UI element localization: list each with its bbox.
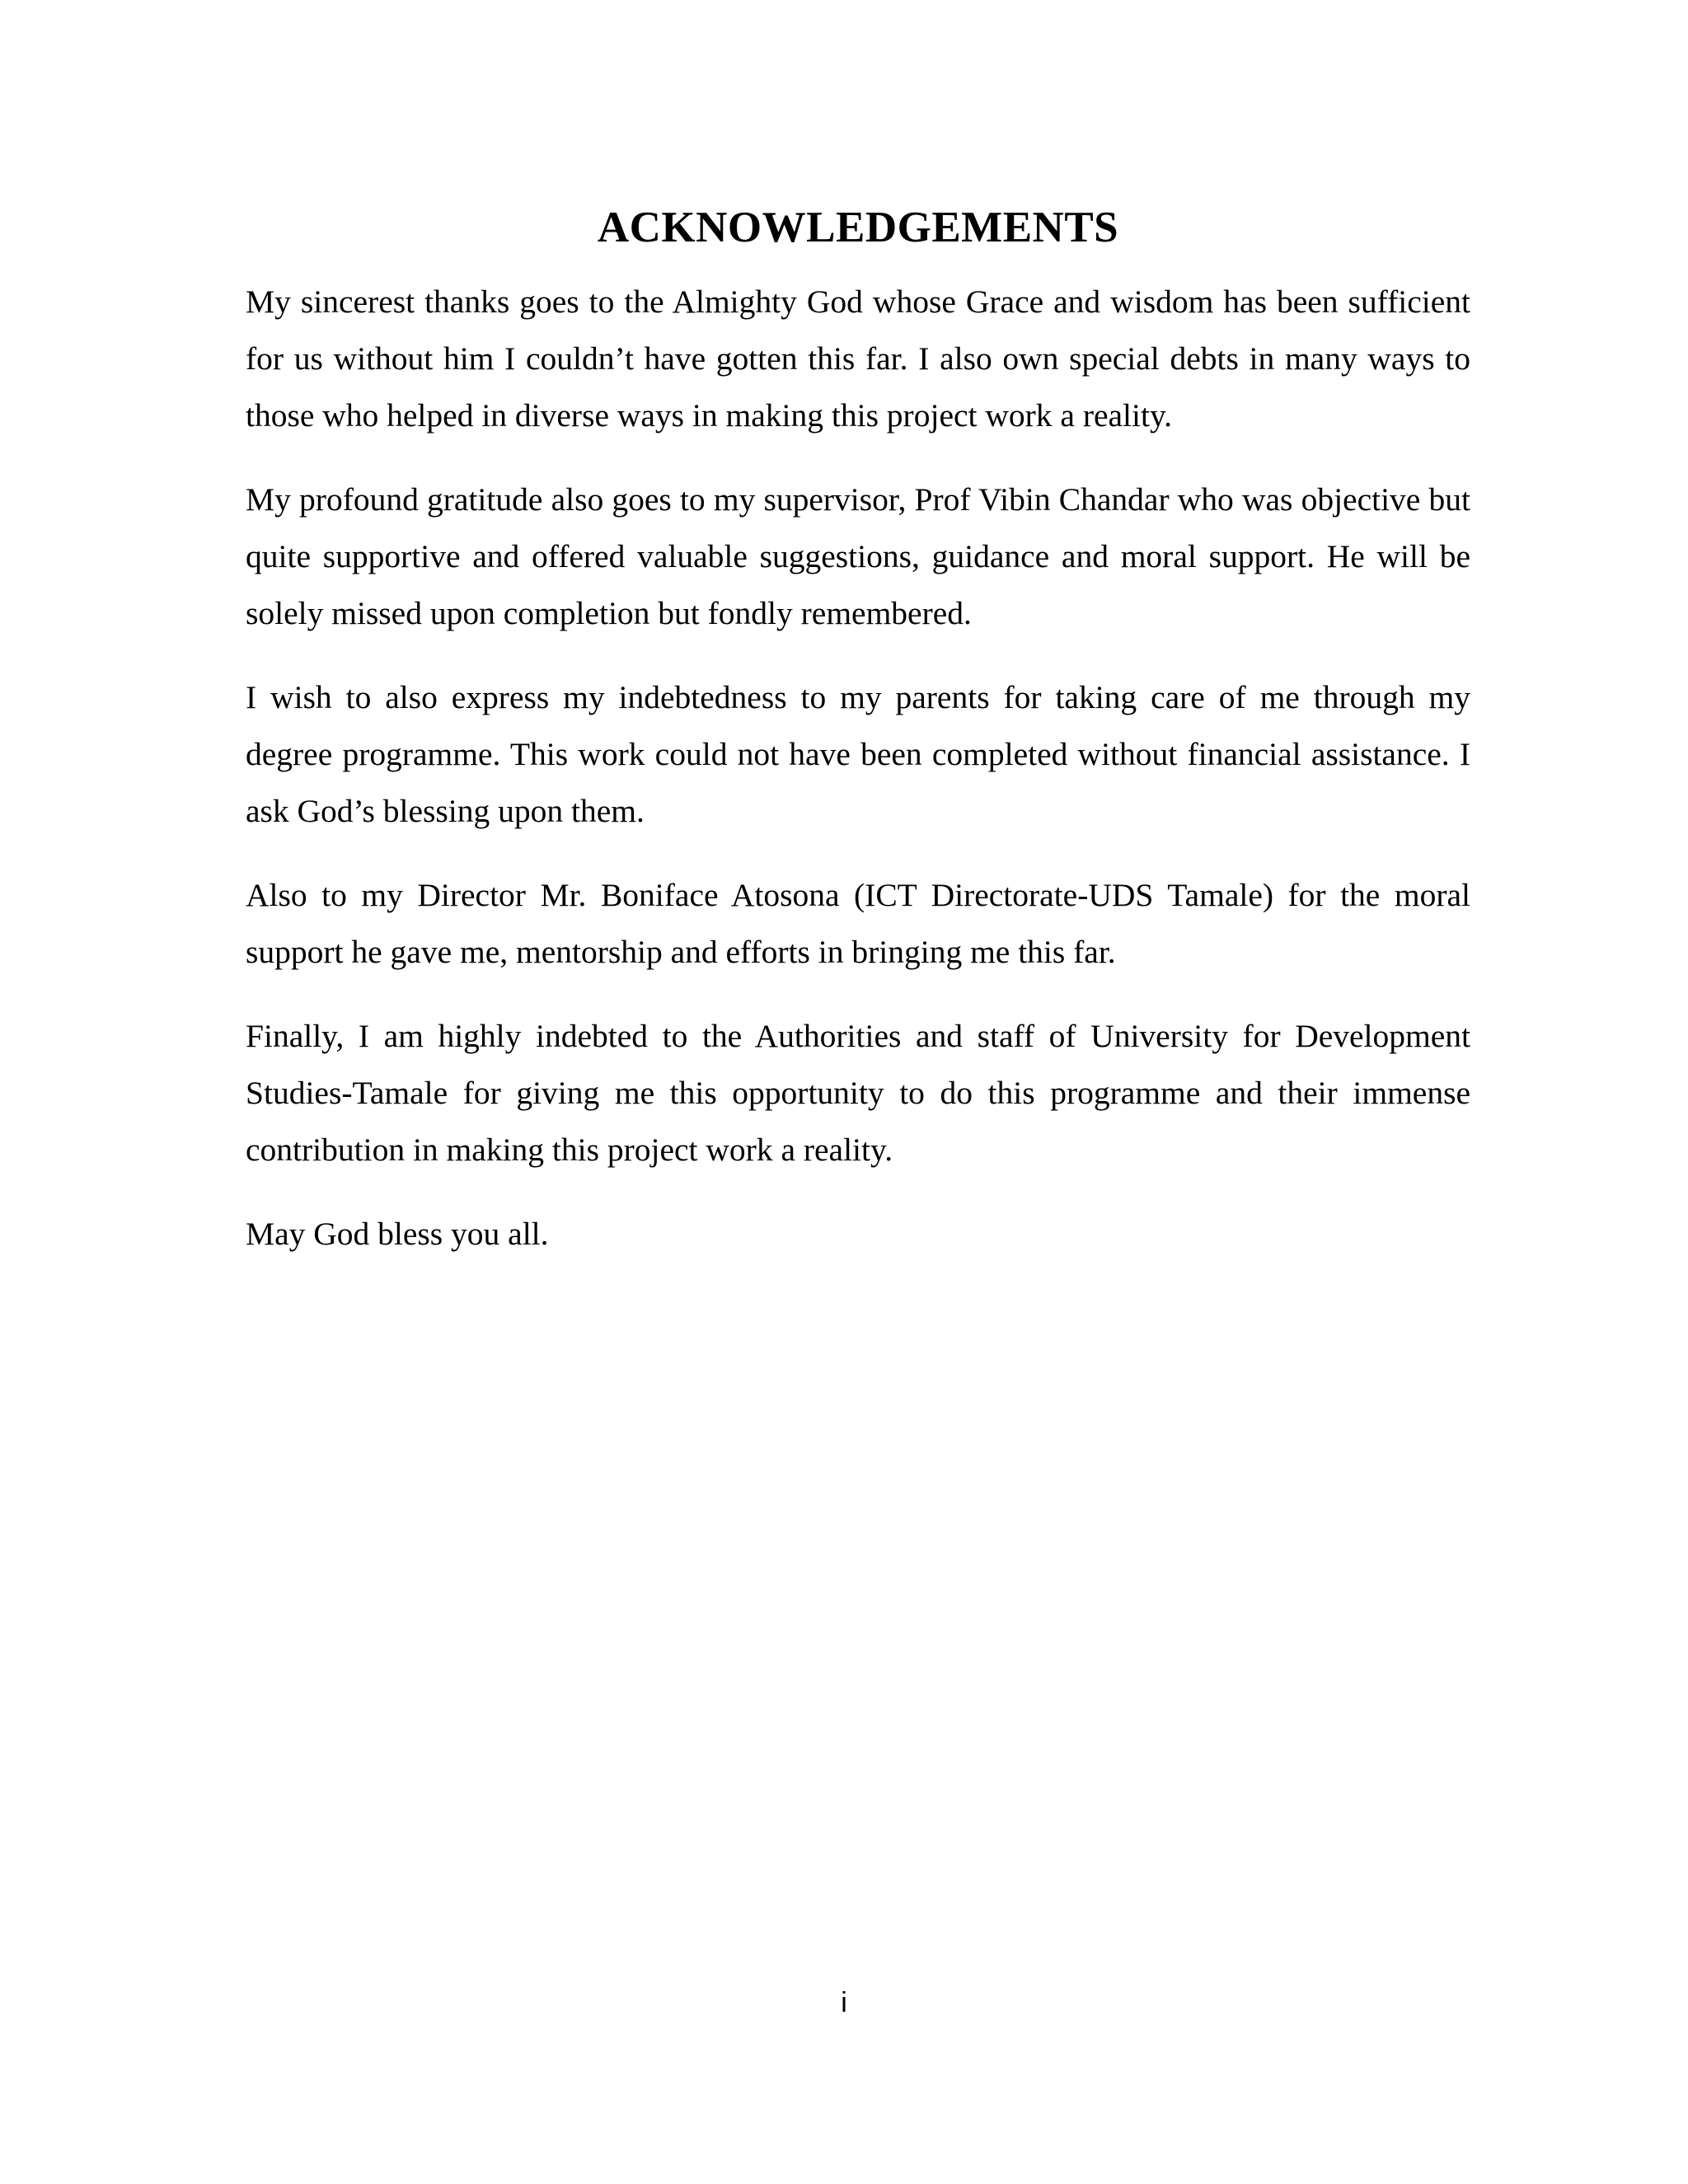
page-title: ACKNOWLEDGEMENTS [597, 204, 1119, 251]
paragraph-director: Also to my Director Mr. Boniface Atosona (ICT Directorate-UDS Tamale) for the moral support he gave me, mentorship and efforts in bringing me this far. [246, 877, 1470, 970]
paragraph-closing: May God bless you all. [246, 1216, 549, 1252]
page-number: i [841, 1987, 847, 2018]
page-content [246, 198, 1470, 1290]
paragraph-university: Finally, I am highly indebted to the Authorities and staff of University for Development Studies-Tamale for giving me this opportunity to do this programme and their immense contribution in making this project work a reality. [246, 1018, 1470, 1168]
paragraph-parents: I wish to also express my indebtedness to my parents for taking care of me through my degree programme. This work could not have been completed without financial assistance. I ask God’s blessing upon them. [246, 679, 1470, 829]
paragraph-supervisor: My profound gratitude also goes to my supervisor, Prof Vibin Chandar who was objective but quite supportive and offered valuable suggestions, guidance and moral support. He will be solely missed upon completion but fondly remembered. [246, 481, 1470, 631]
paragraph-thanks-god: My sincerest thanks goes to the Almighty God whose Grace and wisdom has been sufficient for us without him I couldn’t have gotten this far. I also own special debts in many ways to those who helped in diverse ways in making this project work a reality. [246, 284, 1470, 434]
